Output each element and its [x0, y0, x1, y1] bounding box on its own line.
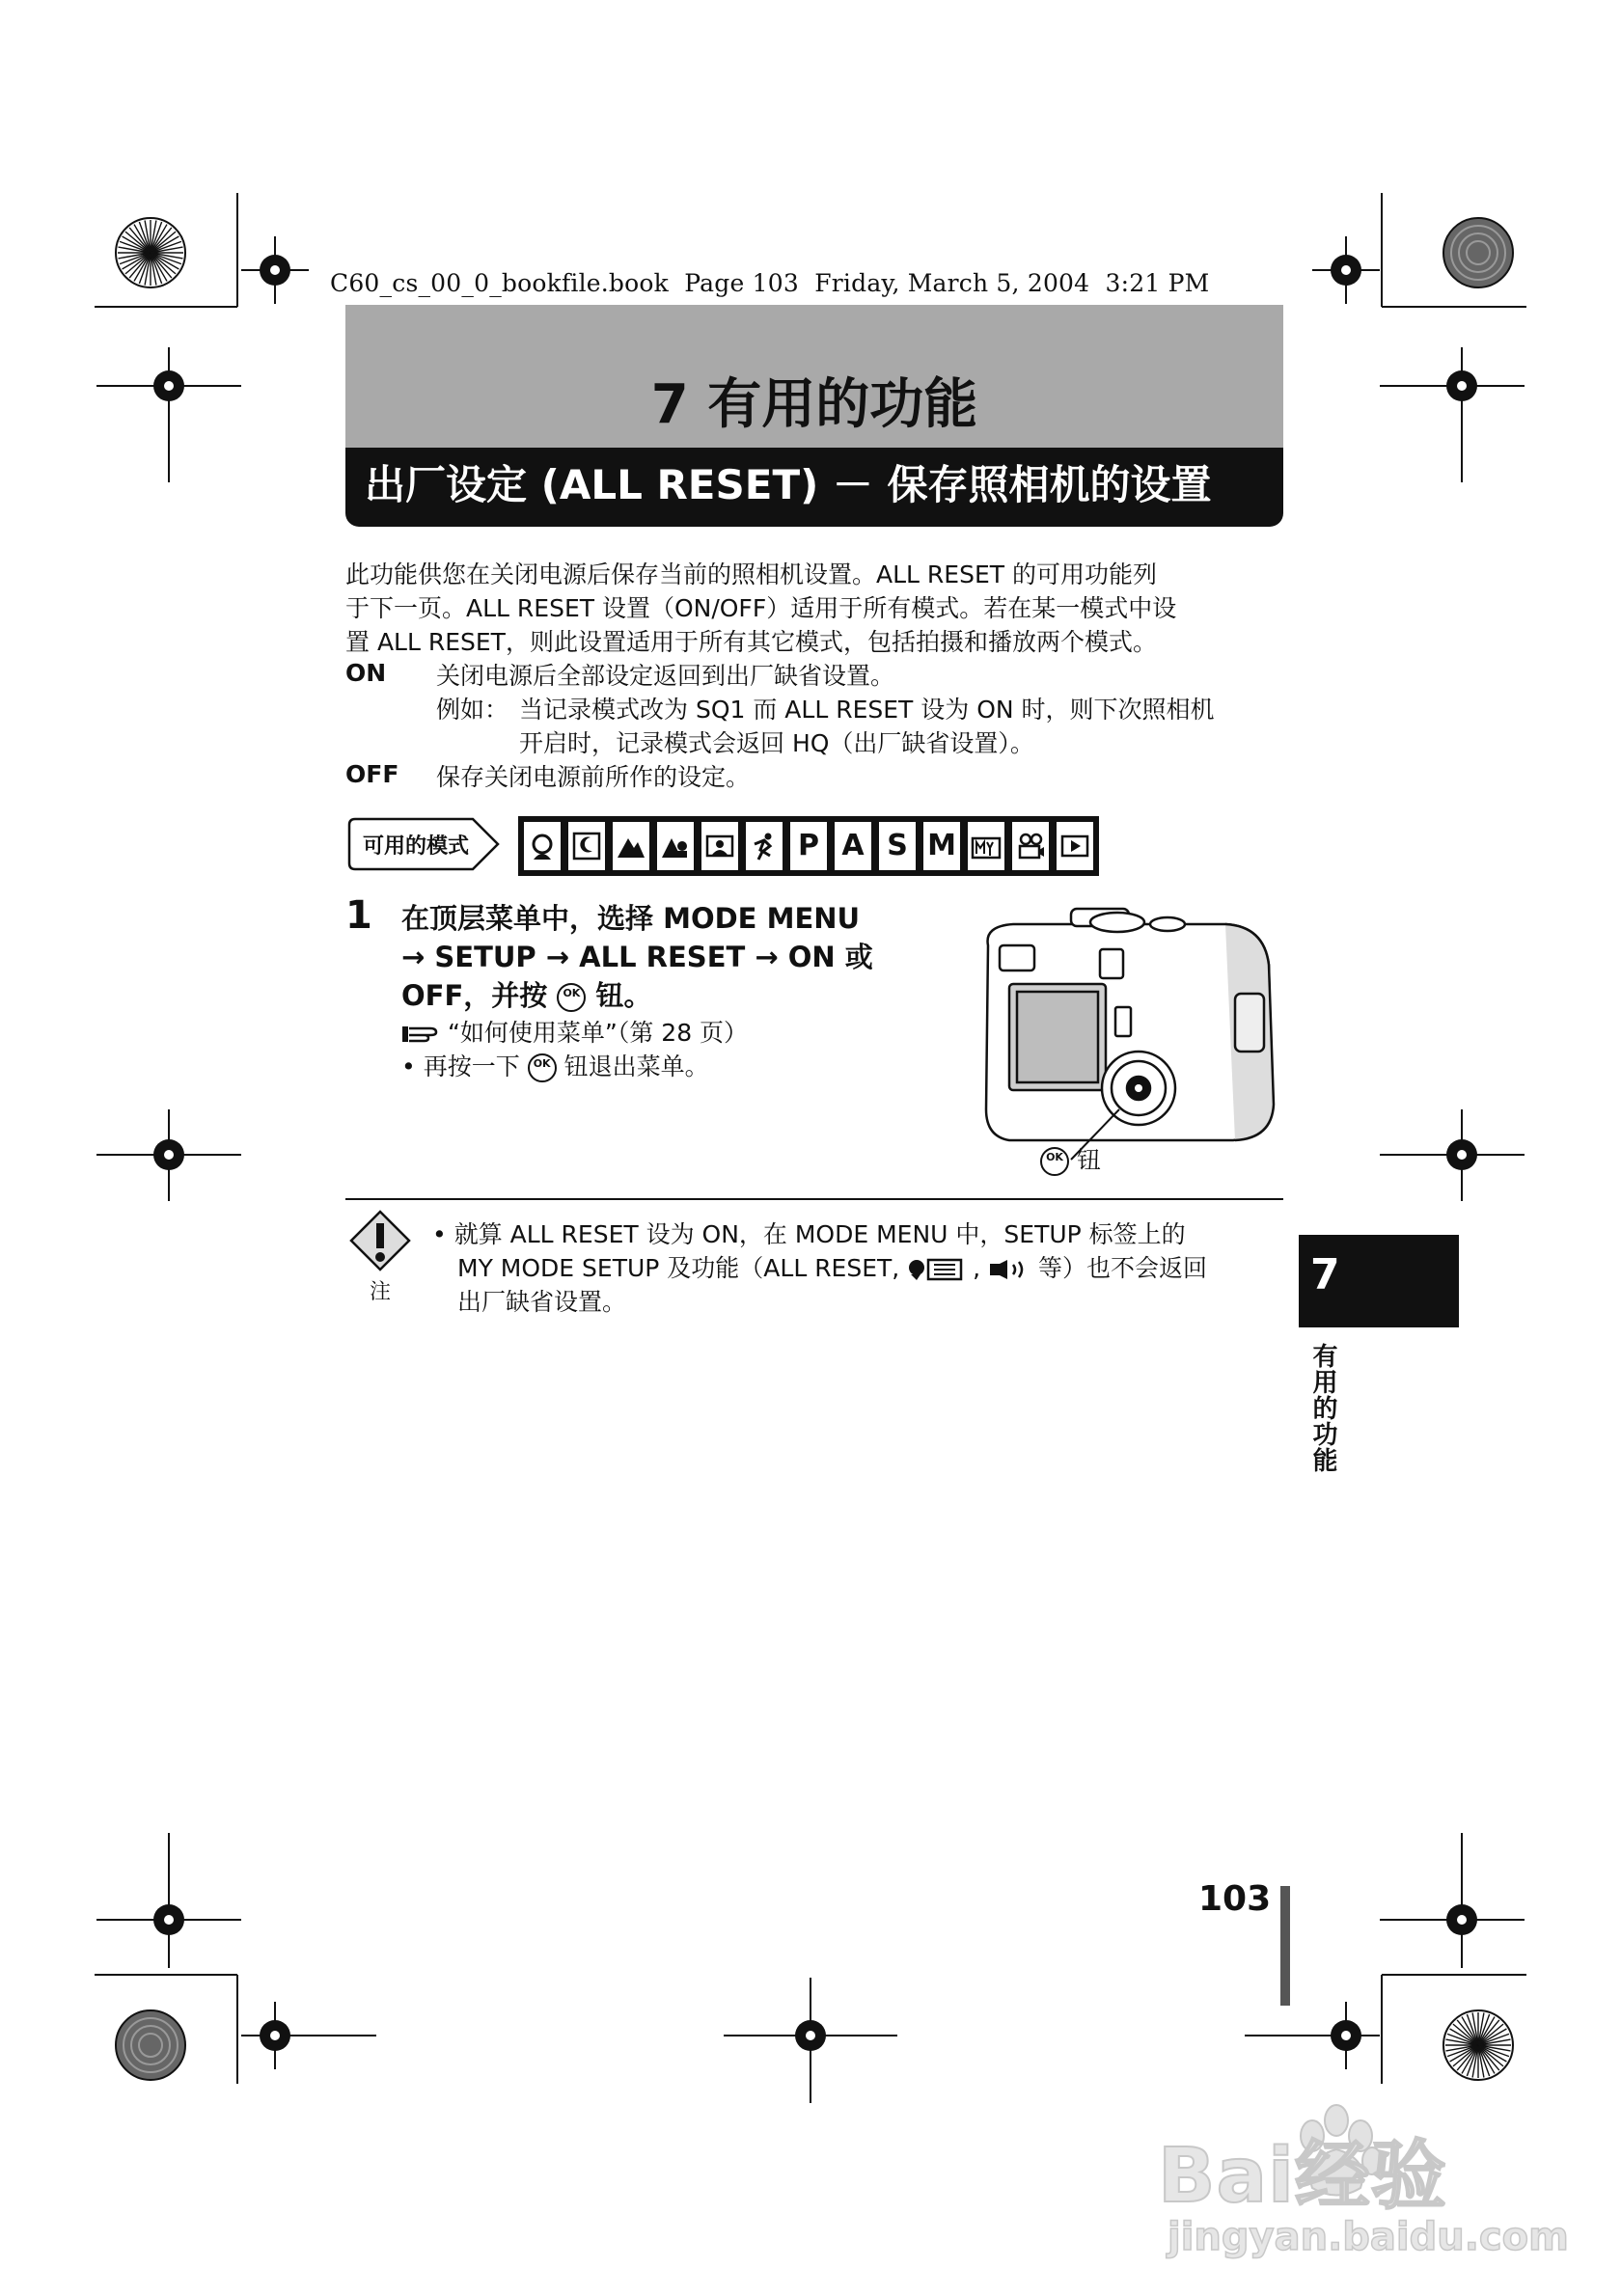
ok-button-icon: OK: [1040, 1147, 1069, 1176]
intro-line-3: 置 ALL RESET，则此设置适用于所有其它模式，包括拍摄和播放两个模式。: [345, 628, 1157, 656]
watermark-logo-text: Bai经验: [1158, 2133, 1447, 2220]
mode-m: M: [921, 820, 962, 872]
note-line-3: 出厂缺省设置。: [457, 1288, 627, 1316]
file-header: C60_cs_00_0_bookfile.book Page 103 Friday, March 5, 2004 3:21 PM: [330, 269, 1210, 297]
note-line-2-text: MY MODE SETUP 及功能（ALL RESET,: [457, 1254, 900, 1282]
night-scene-mode-icon: [566, 820, 607, 872]
on-example-label: 例如：: [436, 696, 509, 724]
page-number: 103: [1198, 1879, 1272, 1919]
step-line-2: → SETUP → ALL RESET → ON 或: [401, 941, 873, 973]
chapter-title: 7 有用的功能: [650, 373, 978, 436]
mode-icon-strip: [518, 816, 1099, 876]
off-text: 保存关闭电源前所作的设定。: [436, 763, 751, 791]
halftone-target: [116, 2010, 185, 2080]
ok-button-icon: OK: [557, 983, 586, 1012]
step-reference: [401, 1016, 748, 1050]
playback-mode-icon: [1055, 820, 1095, 872]
modes-label: 可用的模式: [363, 834, 470, 859]
step-line-3-suffix: 钮。: [586, 979, 652, 1012]
self-portrait-mode-icon: [700, 820, 740, 872]
camera-callout: [1040, 1143, 1101, 1177]
camera-illustration: [975, 907, 1283, 1187]
voice-menu-icon: [907, 1257, 965, 1282]
camera-callout-text: 钮: [1076, 1146, 1101, 1174]
note-line-2-suffix: 等）也不会返回: [1038, 1254, 1208, 1282]
page-number-bar: [1280, 1886, 1290, 2006]
on-example-line-1: 当记录模式改为 SQ1 而 ALL RESET 设为 ON 时，则下次照相机: [519, 696, 1215, 724]
note-label: 注: [370, 1280, 392, 1304]
step-bullet-prefix: • 再按一下: [401, 1052, 528, 1080]
chapter-side-label: 有用的功能: [1308, 1343, 1337, 1473]
portrait-mode-icon: [522, 820, 563, 872]
step-number: 1: [345, 893, 372, 938]
off-label: OFF: [345, 760, 399, 788]
caution-icon: [349, 1210, 411, 1271]
ok-button-icon: OK: [528, 1053, 557, 1082]
section-title: 出厂设定 (ALL RESET) － 保存照相机的设置: [365, 461, 1212, 508]
step-bullet: [401, 1050, 709, 1083]
mode-p: P: [788, 820, 829, 872]
step-line-3: [401, 976, 651, 1015]
chapter-side-tab-number: 7: [1310, 1250, 1340, 1299]
landscape-portrait-mode-icon: [655, 820, 696, 872]
note-line-2: MY MODE SETUP 及功能（ALL RESET, , 等）也不会返回: [457, 1254, 1208, 1282]
intro-line-2: 于下一页。ALL RESET 设置（ON/OFF）适用于所有模式。若在某一模式中设: [345, 594, 1177, 622]
note-line-1: • 就算 ALL RESET 设为 ON，在 MODE MENU 中，SETUP 标签上的: [432, 1220, 1186, 1248]
beep-sound-icon: [988, 1257, 1030, 1282]
reference-pointer-icon: [401, 1024, 440, 1045]
halftone-target: [1443, 218, 1513, 287]
sport-mode-icon: [744, 820, 784, 872]
watermark-url: jingyan.baidu.com: [1168, 2215, 1569, 2259]
my-mode-icon: [966, 820, 1006, 872]
on-label: ON: [345, 659, 387, 687]
step-reference-text: “如何使用菜单”（第 28 页）: [447, 1019, 749, 1047]
on-example-line-2: 开启时，记录模式会返回 HQ（出厂缺省设置）。: [519, 729, 1034, 757]
landscape-mode-icon: [611, 820, 651, 872]
divider-line: [345, 1198, 1283, 1200]
step-bullet-suffix: 钮退出菜单。: [556, 1052, 709, 1080]
mode-a: A: [833, 820, 873, 872]
mode-s: S: [877, 820, 918, 872]
step-line-1: 在顶层菜单中，选择 MODE MENU: [401, 902, 861, 935]
intro-line-1: 此功能供您在关闭电源后保存当前的照相机设置。ALL RESET 的可用功能列: [345, 560, 1157, 588]
movie-mode-icon: [1010, 820, 1051, 872]
step-line-3-prefix: OFF，并按: [401, 979, 558, 1012]
on-text: 关闭电源后全部设定返回到出厂缺省设置。: [436, 662, 895, 690]
